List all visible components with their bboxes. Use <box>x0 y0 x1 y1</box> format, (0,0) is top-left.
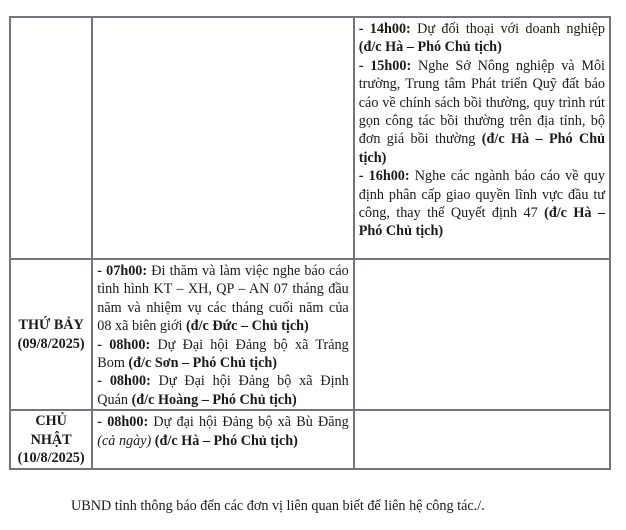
entry-person: (đ/c Đức – Chủ tịch) <box>185 318 309 335</box>
afternoon-cell <box>354 259 610 410</box>
entry-text: Dự đại hội Đảng bộ xã Bù Đăng <box>148 414 349 431</box>
schedule-entry <box>359 167 605 241</box>
day-label: CHỦ NHẬT <box>30 413 72 448</box>
day-label: THỨ BẢY <box>18 317 84 334</box>
schedule-row-saturday <box>10 259 610 410</box>
entry-person: (đ/c Hà – Phó Chủ tịch) <box>358 205 606 240</box>
morning-cell <box>92 410 353 469</box>
schedule-entry <box>97 372 348 409</box>
entry-text: Dự Đại hội Đảng bộ xã Định Quán <box>97 373 349 408</box>
schedule-entry <box>97 413 348 450</box>
entry-time: - 14h00: <box>358 21 411 37</box>
day-cell <box>10 410 92 469</box>
entry-text: Dự đối thoại với doanh nghiệp <box>410 21 605 37</box>
entry-time: - 16h00: <box>358 168 410 185</box>
entry-time: - 07h00: <box>97 263 148 279</box>
entry-time: - 08h00: <box>97 414 149 431</box>
entry-note: (cả ngày) <box>97 432 152 449</box>
schedule-entry <box>97 262 348 336</box>
day-cell <box>10 17 92 259</box>
entry-time: - 08h00: <box>97 336 151 353</box>
entry-time: - 15h00: <box>358 57 412 74</box>
day-date: (09/8/2025) <box>17 335 85 352</box>
schedule-row-sunday <box>10 410 610 469</box>
schedule-entry <box>359 57 605 167</box>
entry-text: Nghe Sở Nông nghiệp và Môi trường, Trung tâm Phát triển Quỹ đất báo cáo về chính sách bồi thường, quy trình rút gọn công tác bồi thường trên địa tỉnh, bộ đơn giá bồi thường <box>358 57 605 148</box>
morning-cell <box>92 259 353 410</box>
afternoon-cell <box>354 410 610 469</box>
schedule-entry <box>97 336 348 373</box>
schedule-table <box>9 16 611 470</box>
afternoon-cell <box>354 17 610 259</box>
schedule-row-continued <box>10 17 610 259</box>
morning-cell <box>92 17 353 259</box>
closing-statement: UBND tỉnh thông báo đến các đơn vị liên quan biết để liên hệ công tác./. <box>71 498 485 514</box>
entry-person: (đ/c Sơn – Phó Chủ tịch) <box>128 355 277 372</box>
day-date: (10/8/2025) <box>17 449 85 466</box>
entry-person: (đ/c Hà – Phó Chủ tịch) <box>358 131 605 166</box>
entry-text: Đi thăm và làm việc nghe báo cáo tình hình KT – XH, QP – AN 07 tháng đầu năm và nhiệm vụ các tháng cuối năm của 08 xã biên giới <box>97 263 349 335</box>
entry-text: Nghe các ngành báo cáo về quy định phân cấp giao quyền lĩnh vực đầu tư công, thay thế Quyết định 47 <box>358 168 605 222</box>
day-cell <box>10 259 92 410</box>
entry-time: - 08h00: <box>97 373 151 390</box>
entry-person: (đ/c Hà – Phó Chủ tịch) <box>151 432 298 449</box>
entry-person: (đ/c Hà – Phó Chủ tịch) <box>358 39 502 56</box>
entry-person: (đ/c Hoàng – Phó Chủ tịch) <box>131 391 297 408</box>
schedule-entry <box>359 20 605 57</box>
entry-text: Dự Đại hội Đảng bộ xã Trảng Bom <box>97 336 349 372</box>
